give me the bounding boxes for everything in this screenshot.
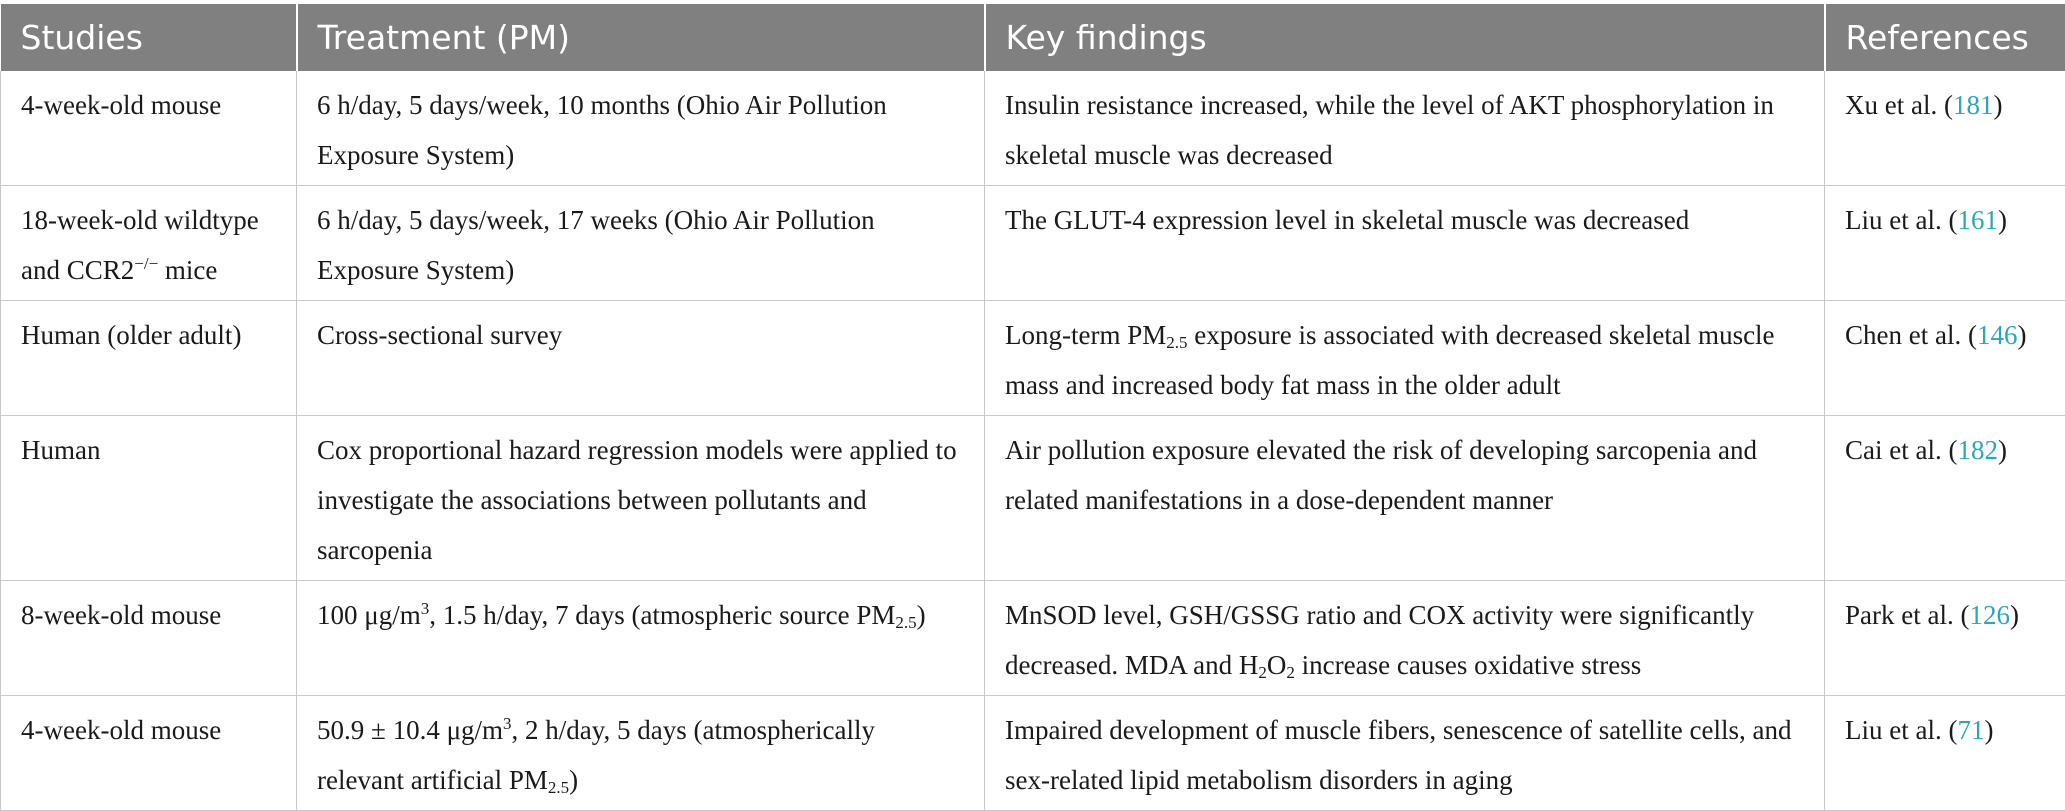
ref-close: ) bbox=[1993, 90, 2002, 120]
cell-treatment: Cross-sectional survey bbox=[297, 301, 985, 416]
cell-reference bbox=[1825, 416, 2065, 581]
ref-close: ) bbox=[2010, 600, 2019, 630]
treatment-subscript: 2.5 bbox=[895, 613, 916, 632]
cell-treatment: Cox proportional hazard regression models were applied to investigate the associations between pollutants and sarcopenia bbox=[297, 416, 985, 581]
ref-author: Liu et al. ( bbox=[1845, 205, 1957, 235]
cell-treatment: 6 h/day, 5 days/week, 17 weeks (Ohio Air Pollution Exposure System) bbox=[297, 186, 985, 301]
ref-close: ) bbox=[2017, 320, 2026, 350]
cell-treatment bbox=[297, 696, 985, 811]
cell-study: Human (older adult) bbox=[1, 301, 297, 416]
studies-table bbox=[0, 4, 2065, 811]
findings-text-end: increase causes oxidative stress bbox=[1295, 650, 1641, 680]
findings-subscript-2: 2 bbox=[1286, 663, 1295, 682]
ref-author: Chen et al. ( bbox=[1845, 320, 1977, 350]
findings-subscript-1: 2 bbox=[1258, 663, 1267, 682]
header-references: References bbox=[1825, 4, 2065, 71]
cell-study: 4-week-old mouse bbox=[1, 696, 297, 811]
findings-text-mid: O bbox=[1267, 650, 1287, 680]
header-treatment: Treatment (PM) bbox=[297, 4, 985, 71]
header-studies: Studies bbox=[1, 4, 297, 71]
ref-close: ) bbox=[1984, 715, 1993, 745]
study-text: 18-week-old wildtype and CCR2 bbox=[21, 205, 259, 285]
ref-link[interactable]: 181 bbox=[1953, 90, 1994, 120]
cell-findings: Air pollution exposure elevated the risk of developing sarcopenia and related manifestations in a dose-dependent manner bbox=[985, 416, 1825, 581]
cell-study: 8-week-old mouse bbox=[1, 581, 297, 696]
ref-link[interactable]: 161 bbox=[1957, 205, 1998, 235]
ref-link[interactable]: 126 bbox=[1969, 600, 2010, 630]
ref-author: Xu et al. ( bbox=[1845, 90, 1953, 120]
ref-link[interactable]: 71 bbox=[1957, 715, 1984, 745]
table-body bbox=[1, 71, 2065, 811]
table-row bbox=[1, 416, 2065, 581]
treatment-text-end: ) bbox=[917, 600, 926, 630]
cell-study: Human bbox=[1, 416, 297, 581]
table-container bbox=[0, 4, 2065, 811]
treatment-subscript: 2.5 bbox=[548, 778, 569, 797]
table-row bbox=[1, 186, 2065, 301]
cell-treatment bbox=[297, 581, 985, 696]
cell-findings bbox=[985, 301, 1825, 416]
cell-findings: Insulin resistance increased, while the level of AKT phosphorylation in skeletal muscle was decreased bbox=[985, 71, 1825, 186]
cell-findings bbox=[985, 581, 1825, 696]
table-header bbox=[1, 4, 2065, 71]
cell-study: 4-week-old mouse bbox=[1, 71, 297, 186]
ref-link[interactable]: 182 bbox=[1957, 435, 1998, 465]
treatment-text: 100 μg/m bbox=[317, 600, 421, 630]
findings-text: Long-term PM bbox=[1005, 320, 1166, 350]
cell-study bbox=[1, 186, 297, 301]
cell-reference bbox=[1825, 301, 2065, 416]
table-row bbox=[1, 581, 2065, 696]
treatment-text-end: ) bbox=[569, 765, 578, 795]
ref-link[interactable]: 146 bbox=[1977, 320, 2018, 350]
findings-subscript: 2.5 bbox=[1166, 333, 1187, 352]
cell-findings: Impaired development of muscle fibers, senescence of satellite cells, and sex-related lipid metabolism disorders in aging bbox=[985, 696, 1825, 811]
table-row bbox=[1, 301, 2065, 416]
cell-findings: The GLUT-4 expression level in skeletal muscle was decreased bbox=[985, 186, 1825, 301]
cell-reference bbox=[1825, 71, 2065, 186]
treatment-text-mid: , 1.5 h/day, 7 days (atmospheric source PM bbox=[429, 600, 895, 630]
cell-reference bbox=[1825, 581, 2065, 696]
cell-reference bbox=[1825, 696, 2065, 811]
treatment-text-mid: , 2 h/day, 5 days (atmospherically relevant artificial PM bbox=[317, 715, 875, 795]
ref-close: ) bbox=[1998, 435, 2007, 465]
findings-text: MnSOD level, GSH/GSSG ratio and COX activity were significantly decreased. MDA and H bbox=[1005, 600, 1754, 680]
findings-text-end: exposure is associated with decreased skeletal muscle mass and increased body fat mass in the older adult bbox=[1005, 320, 1775, 400]
cell-reference bbox=[1825, 186, 2065, 301]
study-text-end: mice bbox=[158, 255, 217, 285]
study-superscript: −/− bbox=[134, 254, 158, 273]
treatment-text: 50.9 ± 10.4 μg/m bbox=[317, 715, 503, 745]
ref-author: Park et al. ( bbox=[1845, 600, 1969, 630]
ref-author: Cai et al. ( bbox=[1845, 435, 1957, 465]
ref-close: ) bbox=[1998, 205, 2007, 235]
cell-treatment: 6 h/day, 5 days/week, 10 months (Ohio Air Pollution Exposure System) bbox=[297, 71, 985, 186]
table-row bbox=[1, 71, 2065, 186]
ref-author: Liu et al. ( bbox=[1845, 715, 1957, 745]
header-row bbox=[1, 4, 2065, 71]
table-row bbox=[1, 696, 2065, 811]
treatment-superscript: 3 bbox=[503, 714, 512, 733]
treatment-superscript: 3 bbox=[421, 599, 430, 618]
header-key-findings: Key findings bbox=[985, 4, 1825, 71]
